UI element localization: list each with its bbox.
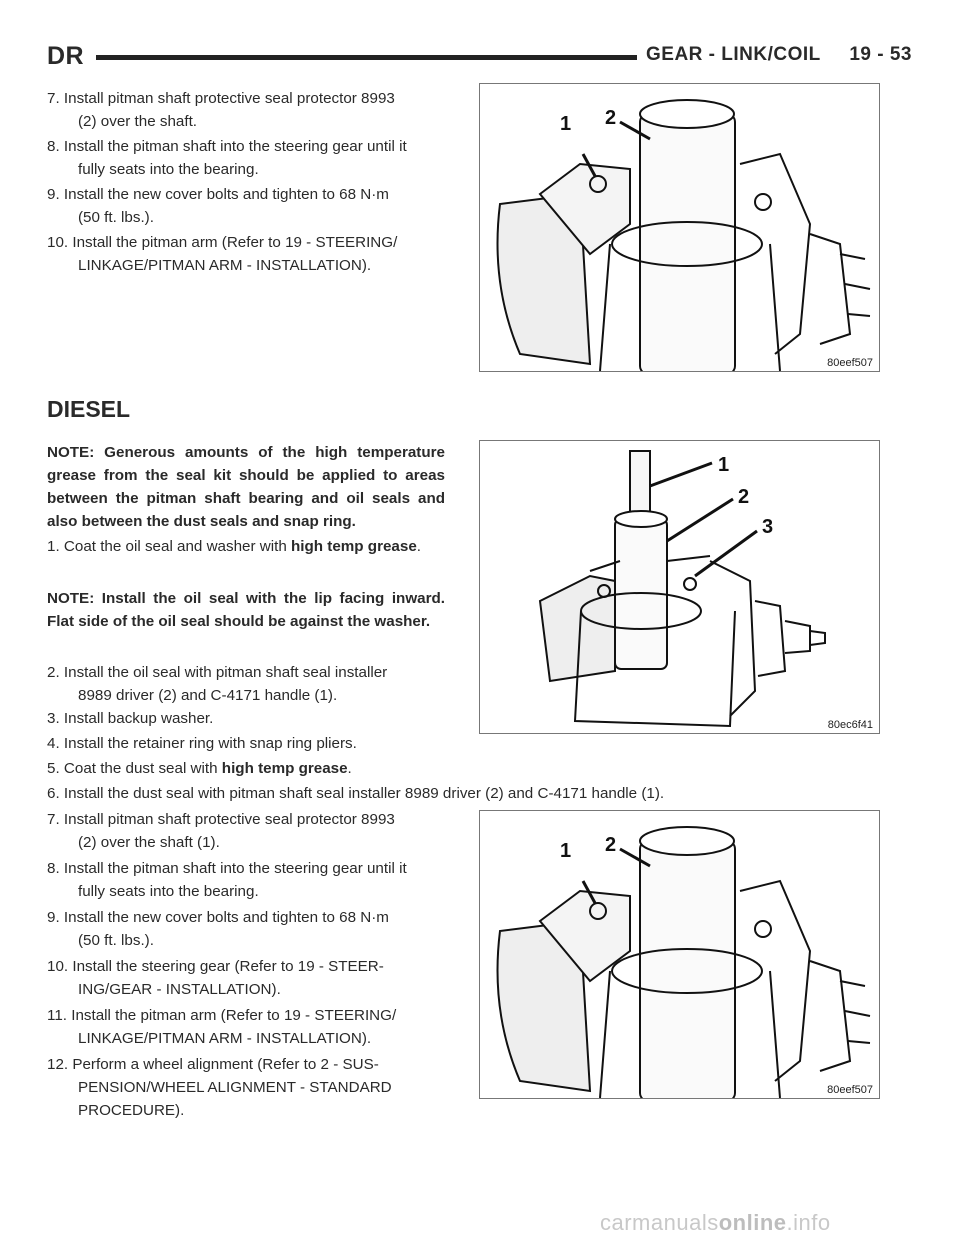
step-b4: 4. Install the retainer ring with snap ring pliers. xyxy=(47,735,357,752)
step-b2: 2. Install the oil seal with pitman shaft seal installer 8989 driver (2) and C-4171 handle (1). xyxy=(47,664,388,704)
callout-3: 3 xyxy=(762,516,774,538)
figure-seal-installer xyxy=(479,440,880,734)
callout-1: 1 xyxy=(560,840,572,862)
step-b1: 1. Coat the oil seal and washer with high temp grease. xyxy=(47,538,421,555)
figure-caption: 80eef507 xyxy=(827,357,873,369)
figure-caption: 80ec6f41 xyxy=(827,719,873,731)
step-c8: 8. Install the pitman shaft into the steering gear until it fully seats into the bearing. xyxy=(47,860,407,900)
header-rule xyxy=(96,55,637,60)
figure-seal-protector-diesel xyxy=(479,810,880,1099)
step-b5: 5. Coat the dust seal with high temp grease. xyxy=(47,760,352,777)
watermark: carmanualsonline.info xyxy=(600,1210,831,1235)
steering-gear-illustration xyxy=(480,84,879,371)
callout-2: 2 xyxy=(738,486,750,508)
figure-seal-protector xyxy=(479,83,880,372)
step-c9: 9. Install the new cover bolts and tighten to 68 N·m (50 ft. lbs.). xyxy=(47,909,389,949)
step-c12: 12. Perform a wheel alignment (Refer to 2 - SUS- PENSION/WHEEL ALIGNMENT - STANDARD PROCEDURE). xyxy=(47,1056,392,1119)
callout-1: 1 xyxy=(718,454,730,476)
step-a10: 10. Install the pitman arm (Refer to 19 - STEERING/ LINKAGE/PITMAN ARM - INSTALLATION). xyxy=(47,234,398,274)
step-b6: 6. Install the dust seal with pitman shaft seal installer 8989 driver (2) and C-4171 handle (1). xyxy=(47,785,665,802)
seal-installer-illustration xyxy=(480,441,879,733)
step-a7: 7. Install pitman shaft protective seal protector 8993 (2) over the shaft. xyxy=(47,90,395,130)
header-section-code: DR xyxy=(47,42,85,70)
note-oil-seal: NOTE: Install the oil seal with the lip facing inward. Flat side of the oil seal should be against the washer. xyxy=(47,590,445,630)
step-a8: 8. Install the pitman shaft into the steering gear until it fully seats into the bearing. xyxy=(47,138,407,178)
header-title-page: GEAR - LINK/COIL 19 - 53 xyxy=(646,44,912,65)
note-grease: NOTE: Generous amounts of the high temperature grease from the seal kit should be applied to areas between the pitman shaft bearing and oil seals and also between the dust seals and snap ring. xyxy=(47,444,445,530)
callout-2: 2 xyxy=(605,107,617,129)
callout-1: 1 xyxy=(560,113,572,135)
step-c7: 7. Install pitman shaft protective seal protector 8993 (2) over the shaft (1). xyxy=(47,811,395,851)
figure-caption: 80eef507 xyxy=(827,1084,873,1096)
steering-gear-illustration xyxy=(480,811,879,1098)
step-c10: 10. Install the steering gear (Refer to 19 - STEER- ING/GEAR - INSTALLATION). xyxy=(47,958,384,998)
callout-2: 2 xyxy=(605,834,617,856)
step-a9: 9. Install the new cover bolts and tighten to 68 N·m (50 ft. lbs.). xyxy=(47,186,389,226)
step-c11: 11. Install the pitman arm (Refer to 19 - STEERING/ LINKAGE/PITMAN ARM - INSTALLATION). xyxy=(47,1007,397,1047)
section-title-diesel: DIESEL xyxy=(47,396,131,422)
step-b3: 3. Install backup washer. xyxy=(47,710,214,727)
